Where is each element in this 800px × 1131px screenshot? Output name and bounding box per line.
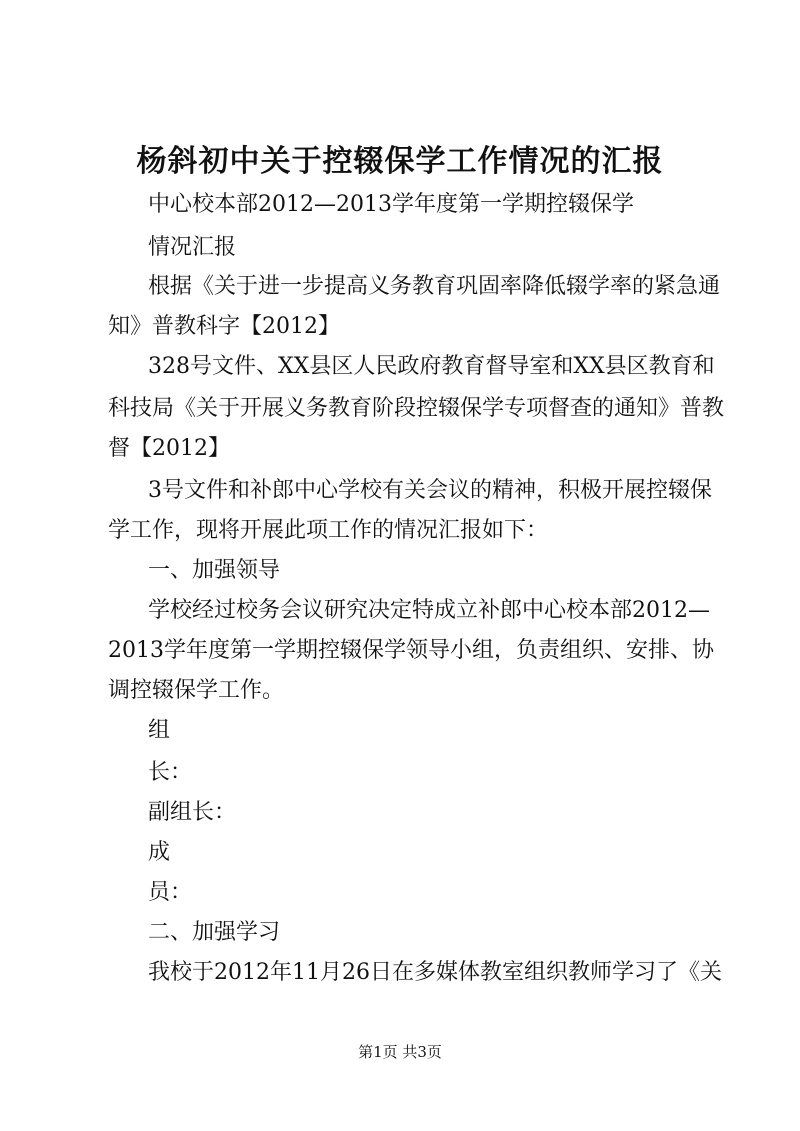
list-item: 长： (148, 760, 193, 785)
list-item: 员： (148, 880, 193, 905)
list-item: 副组长： (148, 800, 237, 825)
paragraph-line: 学校经过校务会议研究决定特成立补郎中心校本部2012— (148, 598, 710, 623)
page-footer: 第1页 共3页 (358, 1043, 442, 1061)
section-heading: 二、加强学习 (148, 920, 281, 945)
list-item: 组 (148, 718, 171, 743)
paragraph-line: 调控辍保学工作。 (108, 678, 285, 703)
paragraph-line: 我校于2012年11月26日在多媒体教室组织教师学习了《关 (148, 960, 722, 985)
subtitle-line-2: 情况汇报 (148, 235, 237, 260)
paragraph-line: 学工作，现将开展此项工作的情况汇报如下： (108, 518, 549, 543)
paragraph-line: 2013学年度第一学期控辍保学领导小组，负责组织、安排、协 (108, 638, 714, 663)
paragraph-line: 3号文件和补郎中心学校有关会议的精神，积极开展控辍保 (148, 478, 712, 503)
subtitle-line-1: 中心校本部2012—2013学年度第一学期控辍保学 (148, 192, 634, 217)
list-item: 成 (148, 840, 171, 865)
paragraph-line: 知》普教科字【2012】 (108, 314, 340, 339)
paragraph-line: 328号文件、XX县区人民政府教育督导室和XX县区教育和 (148, 354, 715, 379)
section-heading: 一、加强领导 (148, 558, 281, 583)
document-title: 杨斜初中关于控辍保学工作情况的汇报 (136, 144, 664, 179)
paragraph-line: 科技局《关于开展义务教育阶段控辍保学专项督查的通知》普教 (108, 396, 725, 421)
paragraph-line: 督【2012】 (108, 436, 230, 461)
paragraph-line: 根据《关于进一步提高义务教育巩固率降低辍学率的紧急通 (148, 274, 721, 299)
